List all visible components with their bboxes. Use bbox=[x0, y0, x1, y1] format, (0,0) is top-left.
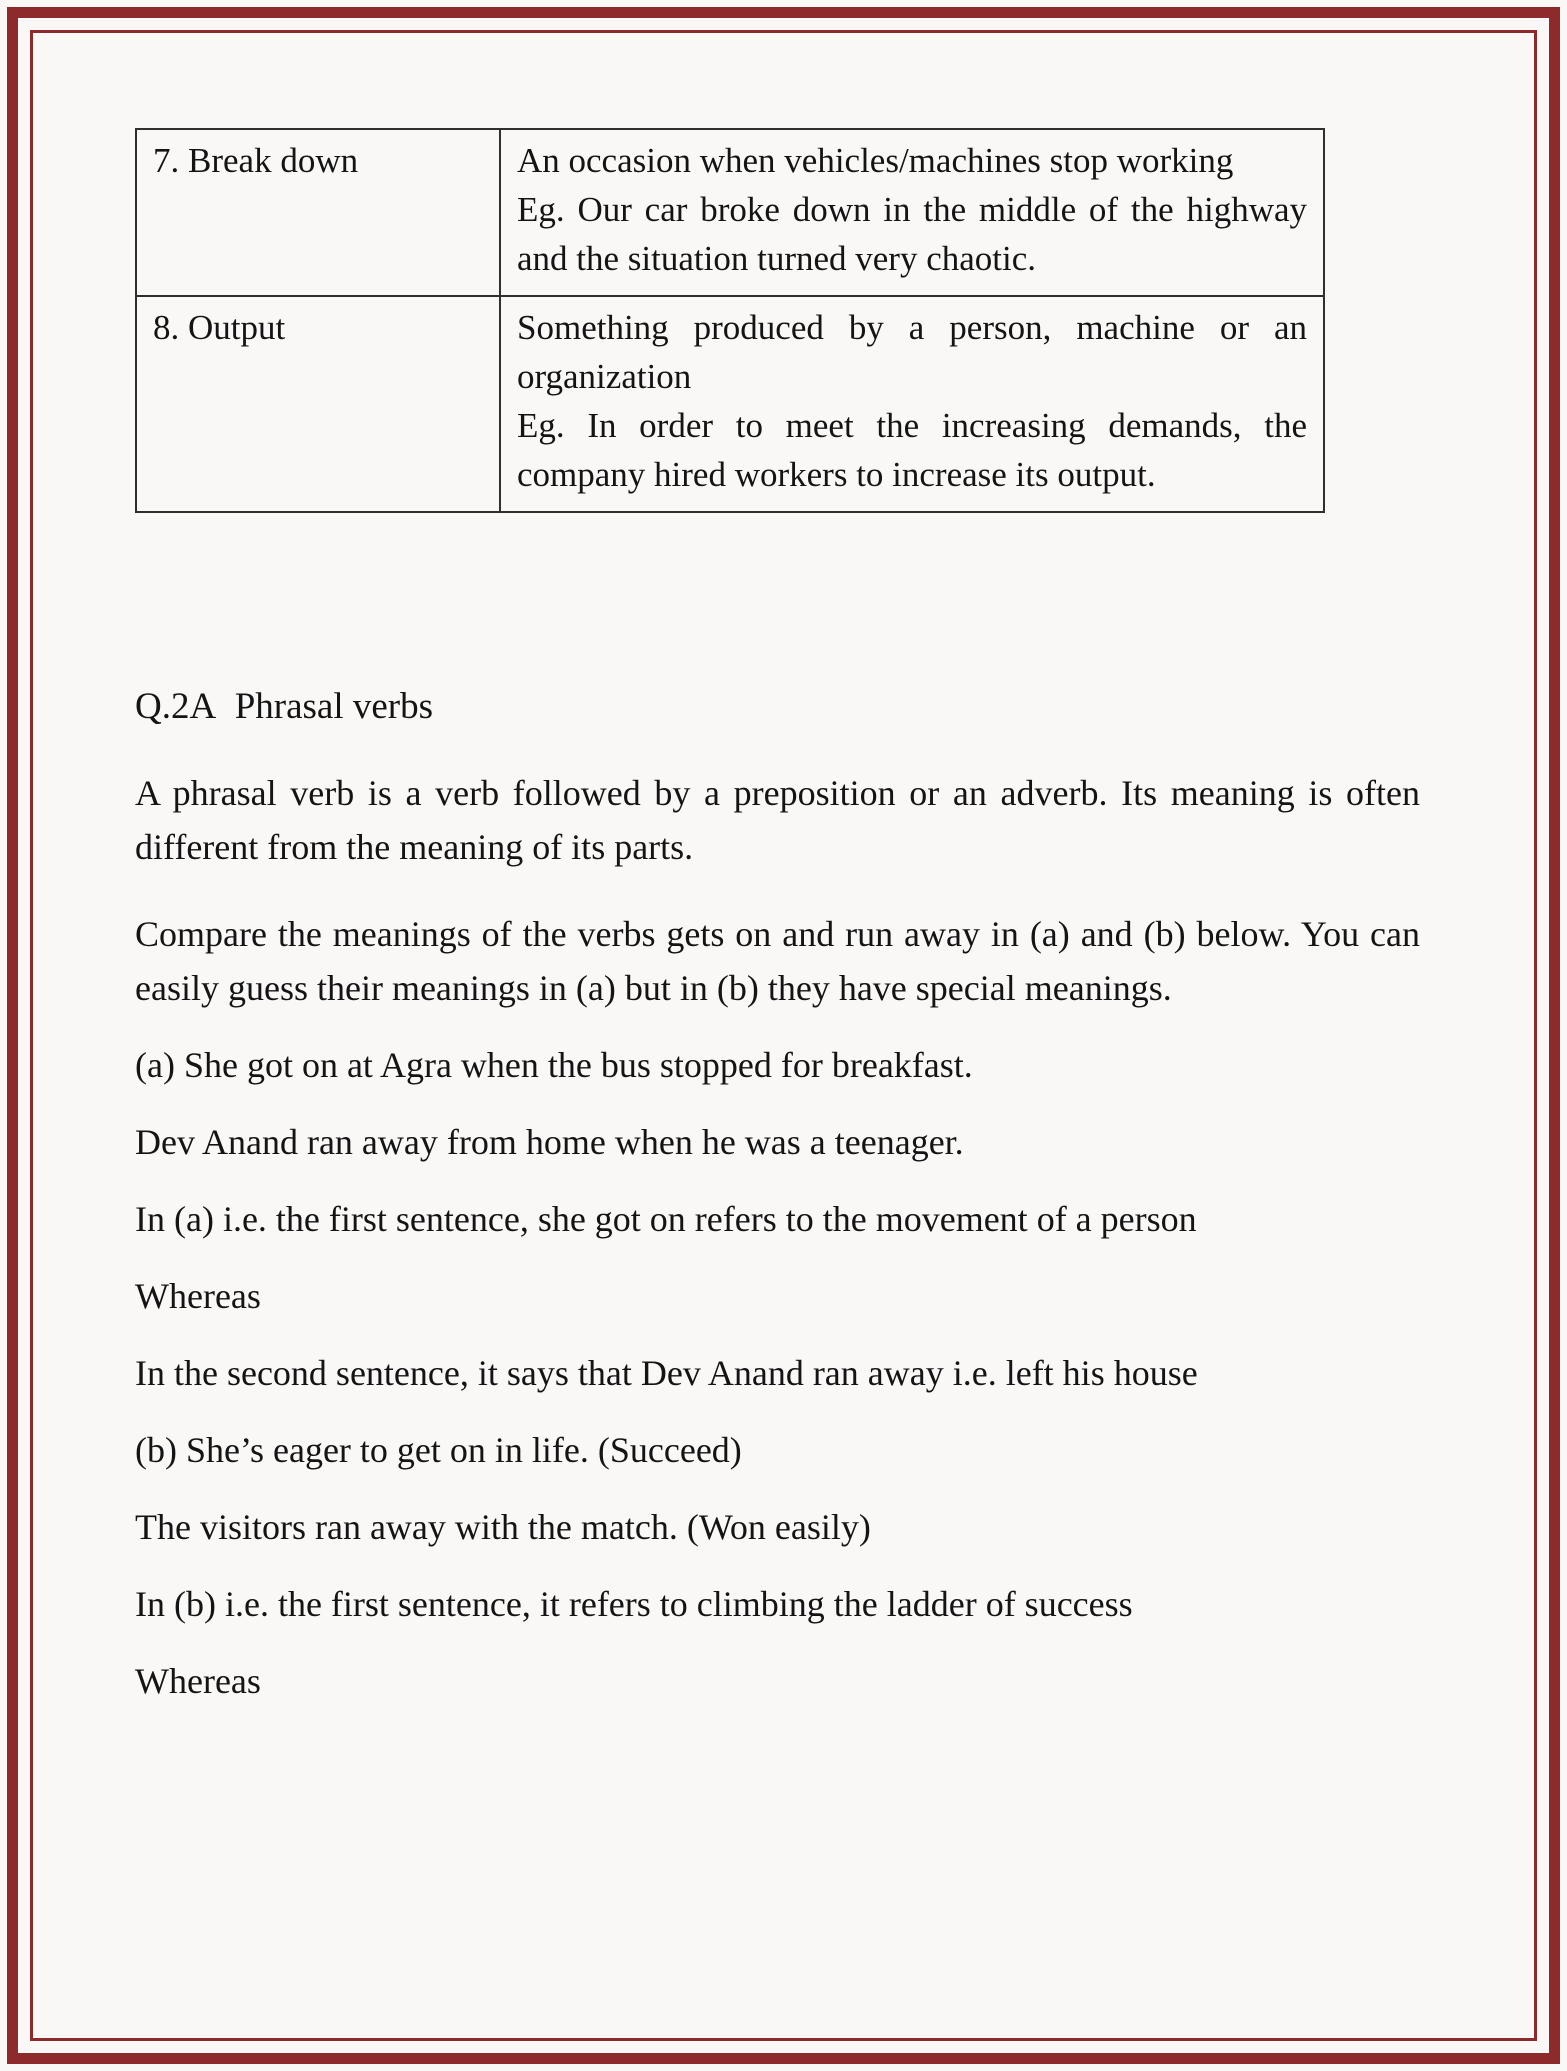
term-cell bbox=[136, 296, 500, 512]
paragraph: A phrasal verb is a verb followed by a preposition or an adverb. Its meaning is often different from the meaning of its parts. bbox=[135, 772, 1420, 867]
table-row bbox=[136, 129, 1324, 296]
definition-text: Something produced by a person, machine or an organization bbox=[517, 308, 1307, 396]
sentence-line: The visitors ran away with the match. (Won easily) bbox=[135, 1506, 871, 1547]
sentence-line: (a) She got on at Agra when the bus stopped for breakfast. bbox=[135, 1044, 973, 1085]
sentence-line: Whereas bbox=[135, 1660, 261, 1701]
sentence-line: (b) She’s eager to get on in life. (Succeed) bbox=[135, 1429, 742, 1470]
sentence-line: In the second sentence, it says that Dev Anand ran away i.e. left his house bbox=[135, 1352, 1198, 1393]
definition-cell bbox=[500, 129, 1324, 296]
term-text: 7. Break down bbox=[153, 141, 359, 180]
paragraph: Compare the meanings of the verbs gets on and run away in (a) and (b) below. You can easily guess their meanings in (a) but in (b) they have special meanings. bbox=[135, 913, 1420, 1008]
definition-text: An occasion when vehicles/machines stop working bbox=[517, 141, 1234, 180]
sentence-line: In (b) i.e. the first sentence, it refers to climbing the ladder of success bbox=[135, 1583, 1133, 1624]
example-text: Eg. In order to meet the increasing demands, the company hired workers to increase its output. bbox=[517, 406, 1307, 494]
term-cell bbox=[136, 129, 500, 296]
sentence-line: Dev Anand ran away from home when he was a teenager. bbox=[135, 1121, 964, 1162]
page-content bbox=[135, 128, 1425, 1708]
definitions-table bbox=[135, 128, 1325, 513]
sentence-line: Whereas bbox=[135, 1275, 261, 1316]
definition-cell bbox=[500, 296, 1324, 512]
example-text: Eg. Our car broke down in the middle of the highway and the situation turned very chaotic. bbox=[517, 190, 1307, 278]
section-heading: Q.2A Phrasal verbs bbox=[135, 686, 434, 727]
table-row bbox=[136, 296, 1324, 512]
sentence-line: In (a) i.e. the first sentence, she got on refers to the movement of a person bbox=[135, 1198, 1197, 1239]
term-text: 8. Output bbox=[153, 308, 286, 347]
